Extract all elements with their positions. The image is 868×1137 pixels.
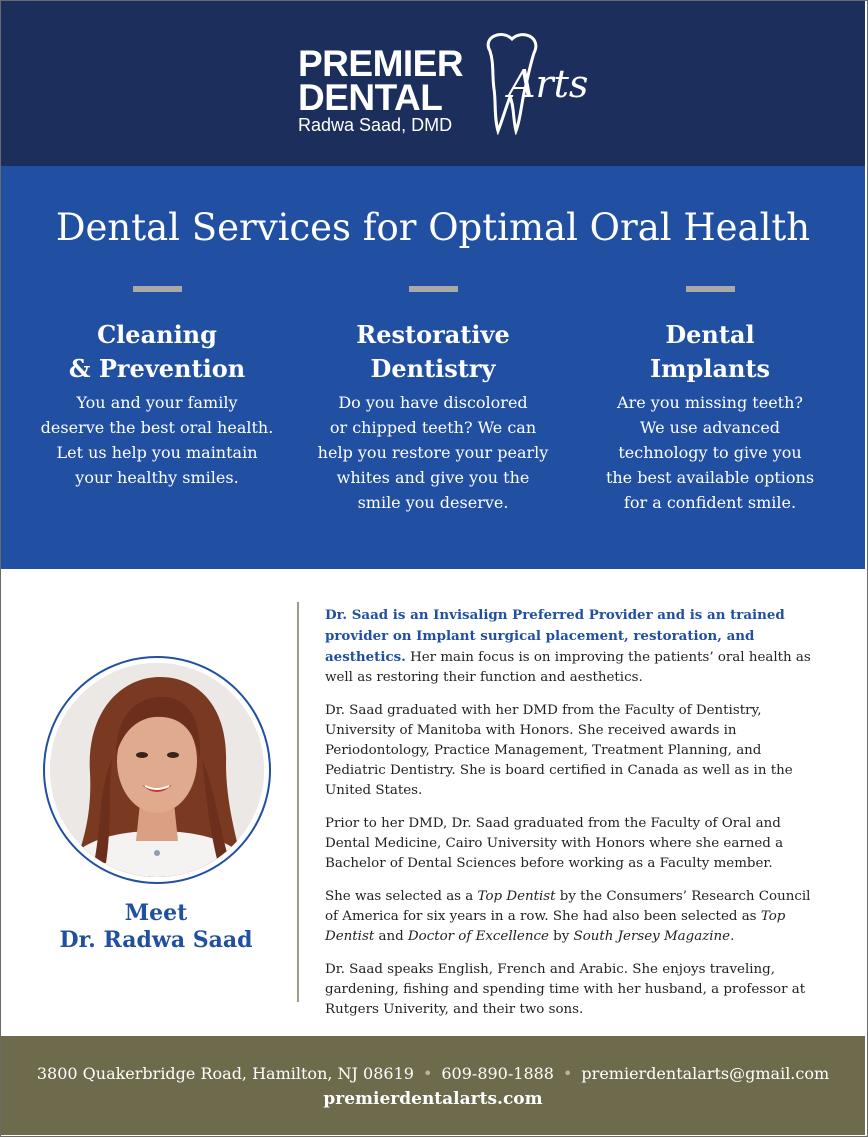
contact-line — [1, 1064, 865, 1084]
bio-text: Her main focus is on improving the patients’ oral health as well as restoring their function and aesthetics. — [325, 650, 811, 685]
separator-dot: • — [422, 1064, 433, 1083]
bio-paragraph: Dr. Saad graduated with her DMD from the Faculty of Dentistry, University of Manitoba with Honors. She received awards in Periodontology, Practice Management, Treatment Planning, and Pediatric Dentistry. She is board certified in Canada as well as in the United States. — [325, 703, 793, 798]
website-link[interactable]: premierdentalarts.com — [323, 1089, 543, 1109]
service-divider — [133, 286, 182, 292]
bio-text: . — [730, 929, 735, 944]
logo-line-premier: PREMIER — [298, 43, 464, 84]
bio-text: She was selected as a — [325, 889, 478, 904]
service-implants — [590, 286, 830, 515]
address: 3800 Quakerbridge Road, Hamilton, NJ 08619 — [36, 1064, 414, 1083]
award-doctor-of-excellence: Doctor of Excellence — [407, 929, 549, 944]
award-top-dentist: Top Dentist — [477, 889, 556, 904]
meet-doctor-heading — [20, 900, 292, 954]
email-link[interactable]: premierdentalarts@gmail.com — [581, 1064, 830, 1083]
bio-text: by the Consumers’ Research Council of America for six years in a row. She had also been selected as — [325, 889, 811, 924]
service-divider — [686, 286, 735, 292]
separator-dot: • — [562, 1064, 573, 1083]
service-restorative — [313, 286, 553, 515]
header — [1, 1, 865, 166]
award-top-dentist: Top Dentist — [325, 909, 786, 944]
logo-line-dental: DENTAL — [298, 77, 443, 118]
bio-paragraph: Dr. Saad speaks English, French and Arabic. She enjoys traveling, gardening, fishing and spending time with her husband, a professor at Rutgers Univerity, and their two sons. — [325, 962, 806, 1017]
service-cleaning — [37, 286, 277, 490]
service-divider — [409, 286, 458, 292]
service-text: Do you have discolored or chipped teeth? We can help you restore your pearly whites and give you the smile you deserve. — [317, 393, 549, 512]
vertical-divider — [297, 602, 299, 1002]
service-text: You and your family deserve the best oral health. Let us help you maintain your healthy smiles. — [40, 393, 274, 487]
bio-text: and — [374, 929, 408, 944]
footer — [1, 1036, 865, 1135]
bio-paragraph — [325, 887, 817, 947]
logo[interactable] — [298, 31, 588, 141]
service-title: Dental Implants — [649, 320, 771, 383]
service-text: Are you missing teeth? We use advanced technology to give you the best available options for a confident smile. — [605, 393, 815, 512]
service-title: Restorative Dentistry — [356, 320, 510, 383]
doctor-photo-frame — [43, 656, 271, 884]
logo-subtitle: Radwa Saad, DMD — [298, 115, 453, 135]
bio-paragraph — [325, 605, 817, 688]
logo-script-arts: Arts — [508, 62, 589, 106]
doctor-bio — [325, 605, 817, 1033]
doctor-name: Dr. Radwa Saad — [59, 927, 253, 953]
services-heading: Dental Services for Optimal Oral Health — [55, 206, 811, 249]
meet-label: Meet — [124, 900, 188, 926]
service-title: Cleaning & Prevention — [68, 320, 246, 383]
bio-highlight: Dr. Saad is an Invisalign Preferred Provider and is an trained provider on Implant surgical placement, restoration, and aesthetics. — [325, 607, 785, 665]
doctor-photo — [50, 663, 264, 877]
bio-paragraph: Prior to her DMD, Dr. Saad graduated from the Faculty of Oral and Dental Medicine, Cairo University with Honors where she earned a Bachelor of Dental Sciences before working as a Faculty member. — [325, 816, 784, 871]
magazine-name: South Jersey Magazine — [573, 929, 731, 944]
bio-text: by — [548, 929, 574, 944]
phone-link[interactable]: 609-890-1888 — [441, 1064, 554, 1083]
services-section — [1, 166, 865, 569]
